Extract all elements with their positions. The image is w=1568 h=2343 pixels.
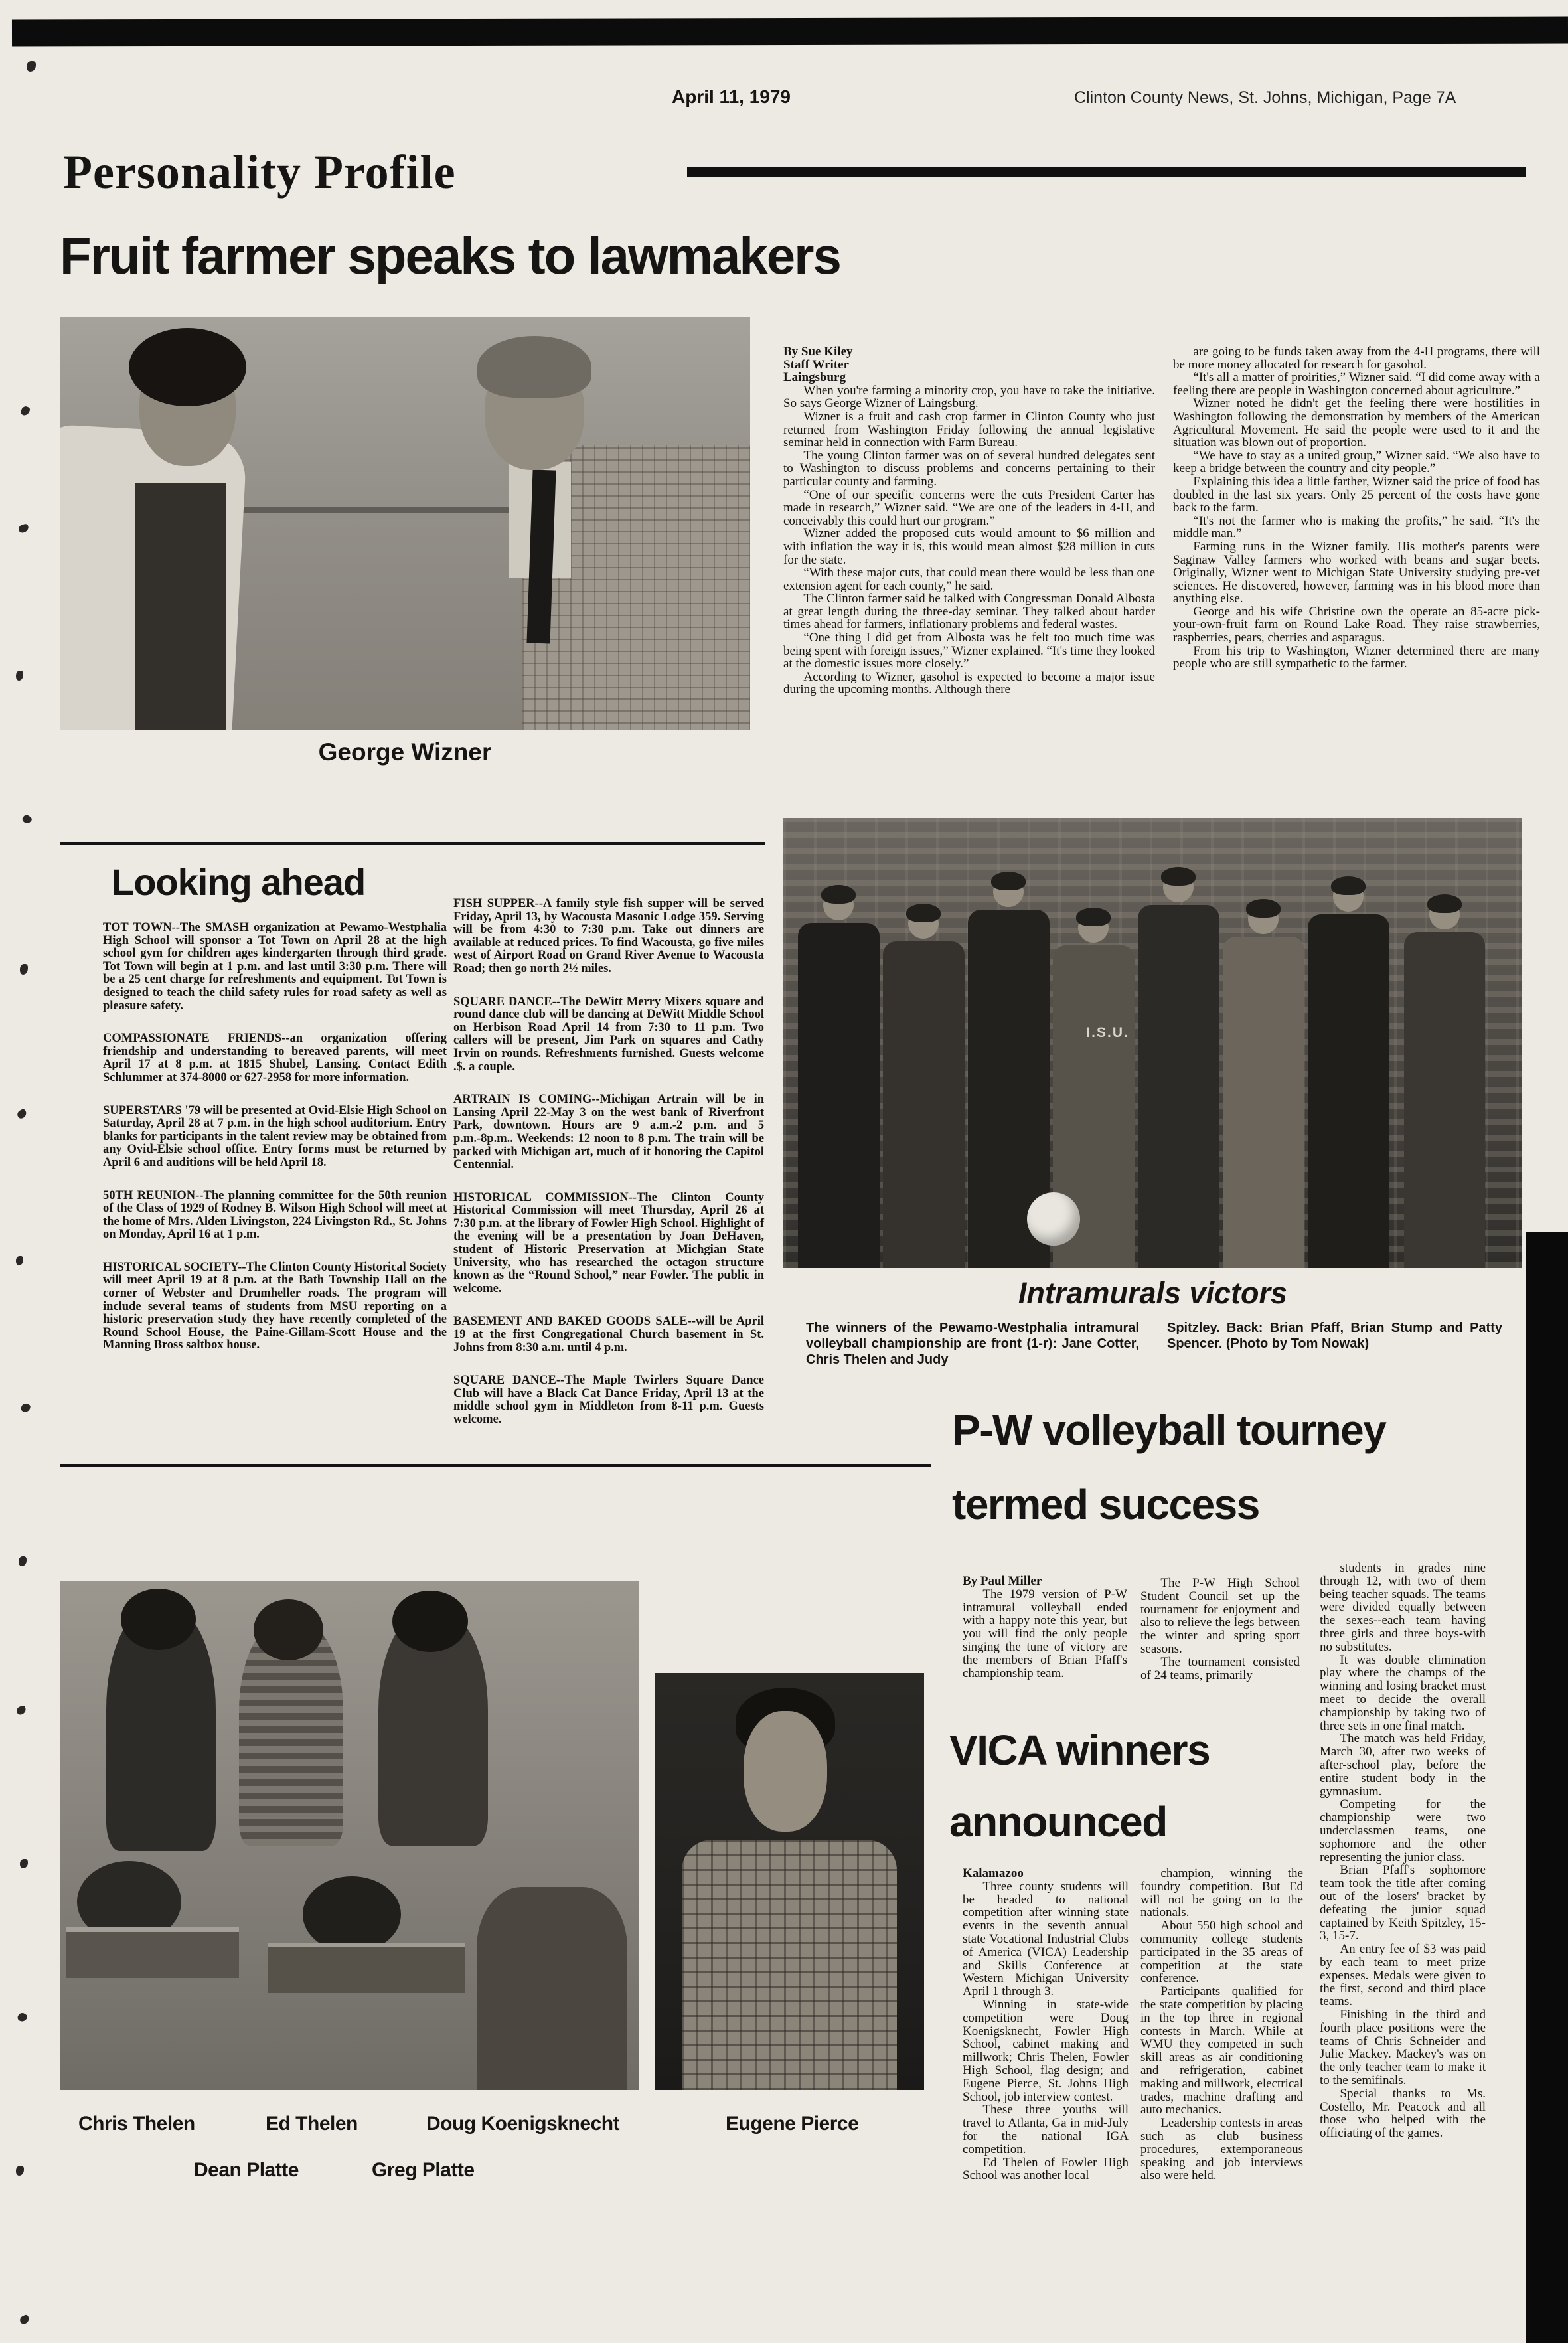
intramurals-team-photo [783, 818, 1522, 1268]
article-paragraph: Competing for the championship were two underclassmen teams, one sophomore and the other representing the junior class. [1320, 1797, 1486, 1864]
right-scan-bar [1526, 1232, 1568, 2343]
margin-ink-mark [20, 964, 28, 975]
article-paragraph: “It's all a matter of proirities,” Wizner said. “I did come away with a feeling there are people in Washington concerned about agriculture.” [1173, 370, 1540, 398]
margin-ink-mark [16, 1108, 28, 1119]
margin-ink-mark [19, 2314, 31, 2326]
intramurals-caption-col2: Spitzley. Back: Brian Pfaff, Brian Stump and Patty Spencer. (Photo by Tom Nowak) [1167, 1321, 1502, 1351]
margin-ink-mark [18, 523, 30, 533]
article-paragraph: When you're farming a minority crop, you have to take the initiative. So says George Wizner of Laingsburg. [783, 383, 1155, 411]
photo-caption: George Wizner [318, 738, 492, 766]
george-wizner-photo [60, 317, 750, 730]
photo-figure [798, 890, 879, 1268]
volleyball-headline-line2: termed success [952, 1481, 1259, 1528]
jersey-lettering: I.S.U. [1086, 1024, 1129, 1040]
kicker-rule [687, 167, 1526, 177]
article-paragraph: “One of our specific concerns were the cuts President Carter has made in research,” Wizner said. “We are one of the leaders in 4-H, and conceivably this could hurt our program.” [783, 487, 1155, 528]
article-paragraph: These three youths will travel to Atlanta, Ga in mid-July for the national IGA competition. [963, 2103, 1129, 2156]
volleyball-headline [952, 1393, 1385, 1542]
volleyball-article-col1 [963, 1575, 1127, 1680]
margin-ink-mark [21, 813, 33, 825]
announcement-item: ARTRAIN IS COMING--Michigan Artrain will be in Lansing April 22-May 3 on the west bank of Riverfront Park, downtown. Hours are 9 a.m.-2 p.m. and 5 p.m.-8p.m.. Weekends: 12 noon to 8 p.m. The train will be packed with Michigan art, much of it honoring the Capitol Centennial. [453, 1093, 764, 1172]
volleyball-headline-line1: P-W volleyball tourney [952, 1406, 1386, 1454]
article-paragraph: About 550 high school and community college students participated in the 35 areas of competition at the state conference. [1140, 1919, 1303, 1986]
article-paragraph: Farming runs in the Wizner family. His mother's parents were Saginaw Valley farmers who worked with beans and sugar beets. Originally, Wizner went to Michigan State University studying pre-vet sciences. He discovered, however, farming was in his blood more than anything else. [1173, 539, 1540, 606]
photo-desk [66, 1927, 240, 1978]
vica-headline-line2: announced [949, 1798, 1167, 1846]
photo-figure [477, 336, 591, 398]
photo-figure [135, 483, 225, 730]
vica-article-col1 [963, 1867, 1129, 2182]
photo-figure [1223, 904, 1304, 1268]
photo-desk [268, 1943, 465, 1993]
photo-figure [254, 1599, 323, 1660]
margin-ink-mark [27, 61, 36, 72]
byline-role: Staff Writer [783, 357, 850, 372]
article-paragraph: Finishing in the third and fourth place positions were the teams of Chris Schneider and Julie Mackey. Mackey's was on the only teacher team to make it to the semifinals. [1320, 2008, 1486, 2088]
volleyball [1027, 1192, 1080, 1246]
article-paragraph: champion, winning the foundry competition. But Ed will not be going on to the nationals. [1140, 1866, 1303, 1920]
article-paragraph: It was double elimination play where the champs of the winning and losing bracket must meet to decide the overall championship by taking two of three sets in one final match. [1320, 1653, 1486, 1733]
announcement-item: TOT TOWN--The SMASH organization at Pewamo-Westphalia High School will sponsor a Tot Town on April 28 at the high school gym for children ages kindergarten through third grade. Tot Town will begin at 1 p.m. and last until 3:30 p.m. There will be a 25 cent charge for refreshments and equipment. Tot Town is designed to teach the child safety rules for road safety as well as pleasure safety. [103, 921, 447, 1012]
masthead-line: Clinton County News, St. Johns, Michigan, Page 7A [1074, 88, 1456, 107]
bottom-section-rule [60, 1464, 931, 1467]
article-paragraph: An entry fee of $3 was paid by each team to meet prize expenses. Medals were given to the first, second and third place teams. [1320, 1942, 1486, 2009]
volleyball-article-col3 [1320, 1562, 1486, 2140]
vica-dateline: Kalamazoo [963, 1866, 1024, 1880]
article-paragraph: The P-W High School Student Council set up the tournament for enjoyment and also to relieve the legs between the winter and spring sport seasons. [1140, 1576, 1300, 1656]
section-kicker: Personality Profile [63, 145, 456, 199]
eugene-pierce-photo [655, 1673, 924, 2090]
article-paragraph: Ed Thelen of Fowler High School was another local [963, 2155, 1129, 2183]
photo-figure [121, 1589, 196, 1650]
article-paragraph: Participants qualified for the state competition by placing in the top three in regional contests in March. While at WMU they competed in such skill areas as air conditioning and refrigeration, cabinet making and millwork, electrical trades, machine drafting and auto mechanics. [1140, 1984, 1303, 2117]
article-paragraph: Winning in state-wide competition were Doug Koenigsknecht, Fowler High School, cabinet making and millwork; Chris Thelen, Fowler High School, flag design; and Eugene Pierce, St. Johns High School, job interview contest. [963, 1997, 1129, 2104]
vica-headline [949, 1714, 1210, 1858]
photo-figure [1404, 899, 1485, 1268]
announcement-item: COMPASSIONATE FRIENDS--an organization offering friendship and understanding to bereaved parents, will meet April 17 at 8 p.m. at 1815 Shubel, Lansing. Contact Edith Schlummer at 374-8000 or 627-2958 for more information. [103, 1032, 447, 1084]
article-paragraph: Special thanks to Ms. Costello, Mr. Peacock and all those who helped with the officiating of the games. [1320, 2086, 1486, 2141]
margin-ink-mark [16, 671, 23, 681]
article-paragraph: The young Clinton farmer was on of several hundred delegates sent to Washington to discuss problems and concerns pertaining to their particular county and farming. [783, 448, 1155, 489]
article-paragraph: Wizner added the proposed cuts would amount to $6 million and with inflation the way it is, this would mean almost $28 million in cuts for the state. [783, 526, 1155, 567]
margin-ink-mark [20, 1859, 28, 1868]
article-paragraph: Explaining this idea a little farther, Wizner said the price of food has doubled in the last six years. Only 25 percent of the costs have gone back to the farm. [1173, 474, 1540, 515]
photo-figure [744, 1711, 827, 1832]
announcement-item: SQUARE DANCE--The Maple Twirlers Square Dance Club will have a Black Cat Dance Friday, April 13 at the middle school gym in Middleton from 8-11 p.m. Guests welcome. [453, 1374, 764, 1426]
photo-figure [1138, 872, 1219, 1268]
volleyball-article-col2 [1140, 1577, 1300, 1682]
announcement-item: HISTORICAL COMMISSION--The Clinton County Historical Commission will meet Thursday, April 26 at 7:30 p.m. at the library of Fowler High School. Highlight of the evening will be a presentation by Joan DeHaven, student of Historic Preservation at Michgian State University, who has researched the octagon structure known as the “Round School,” near Fowler. The public in welcome. [453, 1190, 764, 1295]
article-paragraph: According to Wizner, gasohol is expected to become a major issue during the upcoming months. Although there [783, 669, 1155, 697]
caption-chris-thelen: Chris Thelen [78, 2113, 195, 2135]
article-paragraph: “We have to stay as a united group,” Wizner said. “We also have to keep a bridge between the country and city people.” [1173, 448, 1540, 476]
announcement-item: HISTORICAL SOCIETY--The Clinton County Historical Society will meet April 19 at 8 p.m. at the Bath Township Hall on the corner of Webster and Drumheller roads. The program will include several teams of students from MSU reporting on a historic preservation study they have recently completed of the Round School House, the Paine-Gillam-Scott House and the Manning Bross saltbox house. [103, 1260, 447, 1352]
article-paragraph: Brian Pfaff's sophomore team took the title after coming out of the losers' bracket by defeating the junior squad captained by Keith Spitzley, 15-3, 15-7. [1320, 1863, 1486, 1943]
announcement-item: SQUARE DANCE--The DeWitt Merry Mixers square and round dance club will be dancing at DeWitt Middle School on Herbison Road April 14 from 7:30 to 11 p.m. Two callers will be present, Jim Park on squares and Cathy Irvin on rounds. Refreshments furnished. Guests welcome .$. a couple. [453, 995, 764, 1074]
announcement-item: BASEMENT AND BAKED GOODS SALE--will be April 19 at the first Congregational Church basement in St. Johns from 8:30 a.m. until 4 p.m. [453, 1315, 764, 1354]
top-scan-bar [12, 17, 1568, 47]
article-paragraph: Three county students will be headed to national competition after winning state events in the seventh annual state Vocational Industrial Clubs of America (VICA) Leadership and Skills Conference at Western Michigan University April 1 through 3. [963, 1879, 1129, 1999]
margin-ink-mark [16, 1256, 23, 1265]
intramurals-caption-col1: The winners of the Pewamo-Westphalia intramural volleyball championship are front (1-r): Jane Cotter, Chris Thelen and Judy [806, 1321, 1139, 1367]
caption-eugene-pierce: Eugene Pierce [726, 2113, 859, 2135]
article-paragraph: Leadership contests in areas such as club business procedures, extemporaneous speaking and job interviews also were held. [1140, 2116, 1303, 2183]
article-paragraph: Wizner noted he didn't get the feeling there were hostilities in Washington following the demonstration by members of the American Agricultural Movement. He said the people were used to it and the situation was blown out of proportion. [1173, 396, 1540, 450]
margin-ink-mark [20, 1402, 31, 1414]
article-paragraph: students in grades nine through 12, with two of them being teacher squads. The teams were divided equally between the sexes--each team having three girls and three boys-with no substitutes. [1320, 1561, 1486, 1654]
margin-ink-mark [15, 1705, 27, 1716]
photo-figure [392, 1591, 467, 1652]
profile-article-col2 [1173, 345, 1540, 671]
caption-doug-koenigsknecht: Doug Koenigsknecht [426, 2113, 620, 2135]
caption-greg-platte: Greg Platte [372, 2159, 475, 2181]
byline-place: Laingsburg [783, 370, 846, 385]
announcement-item: 50TH REUNION--The planning committee for the 50th reunion of the Class of 1929 of Rodney B. Wilson High School will meet at the home of Mrs. Alden Livingston, 224 Livingston Rd., St. Johns on Monday, April 16 at 1 p.m. [103, 1188, 447, 1242]
margin-ink-mark [16, 2166, 24, 2176]
article-paragraph: From his trip to Washington, Wizner determined there are many people who are still sympathetic to the farmer. [1173, 643, 1540, 671]
article-paragraph: The 1979 version of P-W intramural volleyball ended with a happy note this year, but you will find the only people singing the tune of victory are the members of Brian Pfaff's championship team. [963, 1587, 1127, 1680]
article-paragraph: Wizner is a fruit and cash crop farmer in Clinton County who just returned from Washington Friday following the annual legislative seminar held in connection with Farm Bureau. [783, 409, 1155, 450]
article-paragraph: are going to be funds taken away from the 4-H programs, there will be more money allocated for research for gasohol. [1173, 345, 1540, 372]
looking-ahead-col1 [103, 922, 447, 1372]
vica-headline-line1: VICA winners [949, 1726, 1210, 1774]
photo-figure [883, 908, 964, 1268]
vica-winners-photo [60, 1581, 639, 2090]
looking-ahead-title: Looking ahead [112, 861, 366, 903]
photo-figure [477, 1887, 627, 2090]
article-paragraph: The match was held Friday, March 30, after two weeks of after-school play, before the entire student body in the gymnasium. [1320, 1732, 1486, 1799]
photo-figure [1308, 881, 1389, 1268]
article-paragraph: “With these major cuts, that could mean there would be less than one extension agent for each county,” he said. [783, 566, 1155, 593]
announcement-item: FISH SUPPER--A family style fish supper will be served Friday, April 13, by Wacousta Masonic Lodge 359. Serving will be from 4:30 to 7:30 p.m. Take out dinners are available at reduced prices. To find Wacousta, go five miles west of Airport Road on Grand River Avenue to Wacousta Road; then go north 2½ miles. [453, 897, 764, 975]
announcement-item: SUPERSTARS '79 will be presented at Ovid-Elsie High School on Saturday, April 28 at 7 p.m. in the high school auditorium. Entry blanks for participants in the talent review may be obtained from any Ovid-Elsie school office. Entry forms must be returned by April 6 and auditions will be held April 18. [103, 1103, 447, 1169]
vica-article-col2 [1140, 1867, 1303, 2182]
article-paragraph: “It's not the farmer who is making the profits,” he said. “It's the middle man.” [1173, 513, 1540, 541]
byline-author: By Sue Kiley [783, 345, 853, 359]
margin-ink-mark [19, 1556, 27, 1566]
article-paragraph: “One thing I did get from Albosta was he felt too much time was being spent with foreign issues,” Wizner explained. “It's time they looked at the domestic issues more closely.” [783, 631, 1155, 671]
issue-date: April 11, 1979 [672, 86, 791, 107]
main-headline: Fruit farmer speaks to lawmakers [60, 226, 840, 285]
photo-figure [129, 328, 246, 406]
profile-article-col1 [783, 345, 1155, 696]
photo-figure [303, 1876, 401, 1953]
margin-ink-mark [20, 405, 31, 417]
caption-ed-thelen: Ed Thelen [266, 2113, 358, 2135]
looking-ahead-rule [60, 842, 765, 845]
article-paragraph: George and his wife Christine own the operate an 85-acre pick-your-own-fruit farm on Round Lake Road. They raise strawberries, raspberries, pears, cherries and asparagus. [1173, 604, 1540, 645]
looking-ahead-col2 [453, 898, 764, 1447]
photo-figure [682, 1840, 898, 2090]
intramurals-caption-title: Intramurals victors [1018, 1276, 1288, 1310]
caption-dean-platte: Dean Platte [194, 2159, 299, 2181]
article-paragraph: The Clinton farmer said he talked with Congressman Donald Albosta at great length during the three-day seminar. They talked about harder times ahead for farmers, inflationary problems and federal wastes. [783, 592, 1155, 632]
article-paragraph: The tournament consisted of 24 teams, primarily [1140, 1655, 1300, 1682]
volleyball-byline: By Paul Miller [963, 1574, 1042, 1588]
margin-ink-mark [16, 2011, 28, 2023]
